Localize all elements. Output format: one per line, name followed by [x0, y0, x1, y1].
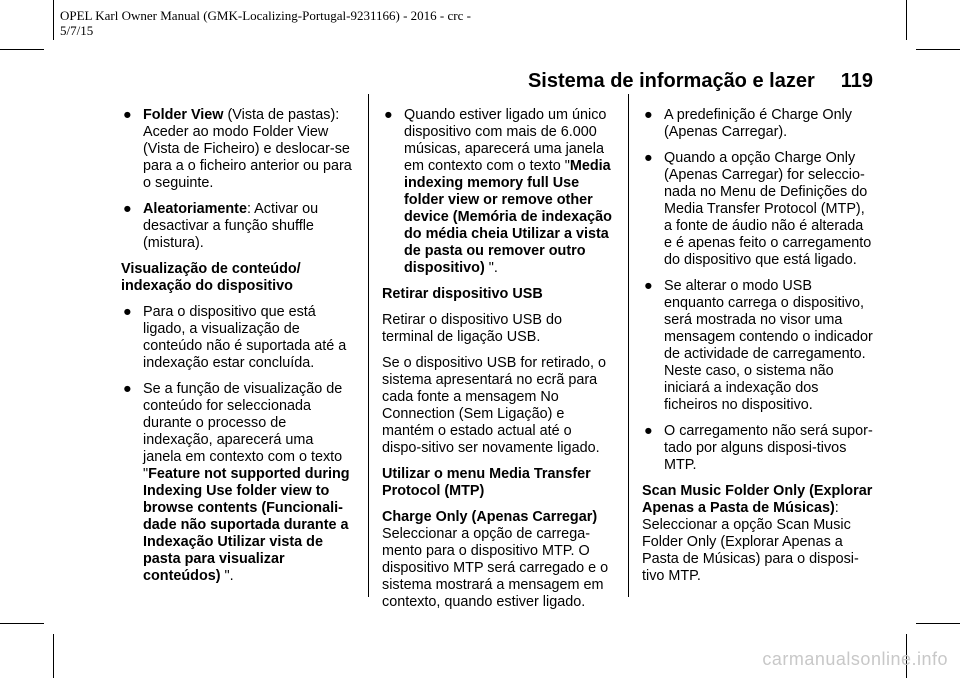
bullet-item	[121, 304, 353, 372]
description: : Activar ou desactivar a função shuffle (mistura).	[143, 201, 319, 251]
crop-mark	[53, 0, 54, 40]
term: Aleatoriamente	[143, 201, 247, 217]
subheading: Utilizar o menu Media Transfer Protocol (MTP)	[382, 466, 591, 499]
description: : Seleccionar a opção Scan Music Folder Only (Explorar Apenas a Pasta de Músicas) para o disposi-tivo MTP.	[642, 500, 859, 584]
crop-mark	[0, 623, 44, 624]
bullet-icon: ●	[644, 107, 653, 123]
meta-line-2: 5/7/15	[60, 23, 94, 38]
description: Se alterar o modo USB enquanto carrega o dispositivo, será mostrada no visor uma mensagem contendo o indicador de actividade de carregamento. Neste caso, o sistema não iniciará a indexação dos ficheiros no dispositivo.	[664, 278, 873, 413]
section-title: Sistema de informação e lazer	[527, 70, 815, 92]
paragraph: Se o dispositivo USB for retirado, o sistema apresentará no ecrã para cada fonte a mensagem No Connection (Sem Ligação) e mantém o estado actual até o dispo-sitivo ser novamente ligado.	[382, 355, 606, 456]
bullet-icon: ●	[123, 107, 132, 123]
bullet-icon: ●	[644, 150, 653, 166]
crop-mark	[916, 49, 960, 50]
bullet-icon: ●	[644, 278, 653, 294]
crop-mark	[916, 623, 960, 624]
description-end: ".	[484, 260, 498, 276]
bullet-icon: ●	[384, 107, 393, 123]
crop-mark	[53, 634, 54, 678]
description: Quando estiver ligado um único dispositivo com mais de 6.000 músicas, aparecerá uma janela em contexto com o texto "	[404, 107, 607, 174]
paragraph: Retirar o dispositivo USB do terminal de ligação USB.	[382, 312, 562, 345]
description: Para o dispositivo que está ligado, a visualização de conteúdo não é suportada até a indexação estar concluída.	[143, 304, 347, 371]
subheading: Charge Only (Apenas Carregar)	[382, 509, 598, 525]
bullet-icon: ●	[644, 423, 653, 439]
watermark: carmanualsonline.info	[762, 649, 948, 669]
bullet-item	[642, 423, 874, 474]
bullet-item	[121, 201, 353, 252]
meta-line-1: OPEL Karl Owner Manual (GMK-Localizing-Portugal-9231166) - 2016 - crc -	[60, 8, 471, 23]
subheading: Retirar dispositivo USB	[382, 286, 543, 302]
bullet-item	[642, 150, 874, 269]
page-number: 119	[840, 70, 873, 92]
description: (Vista de pastas): Aceder ao modo Folder View (Vista de Ficheiro) e deslocar-se para a o ficheiro anterior ou para o seguinte.	[143, 107, 352, 191]
bullet-icon: ●	[123, 304, 132, 320]
bullet-item	[642, 278, 874, 414]
paragraph	[642, 483, 874, 585]
bullet-item	[642, 107, 874, 141]
column-divider	[368, 94, 369, 597]
description: A predefinição é Charge Only (Apenas Carregar).	[664, 107, 852, 140]
term: Scan Music Folder Only (Explorar Apenas a Pasta de Músicas)	[642, 483, 873, 516]
message-text: Feature not supported during Indexing Use folder view to browse contents (Funcionali-dade não suportada durante a Indexação Utilizar vista de pasta para visualizar conteúdos)	[143, 466, 350, 584]
document-meta	[60, 8, 580, 38]
bullet-item	[121, 107, 353, 192]
message-text: Media indexing memory full Use folder view or remove other device (Memória de indexação do média cheia Utilizar a vista de pasta ou remover outro dispositivo)	[404, 158, 612, 276]
running-head	[528, 70, 873, 93]
column-3	[642, 107, 874, 594]
column-2	[382, 107, 614, 620]
subheading: Visualização de conteúdo/ indexação do dispositivo	[121, 261, 301, 294]
description: Quando a opção Charge Only (Apenas Carregar) for seleccio-nada no Menu de Definições do Media Transfer Protocol (MTP), a fonte de áudio não é alterada e é apenas feito o carregamento do dispositivo que está ligado.	[664, 150, 872, 268]
description-end: ".	[220, 568, 234, 584]
description: Se a função de visualização de conteúdo for seleccionada durante o processo de indexação, aparecerá uma janela em contexto com o texto "	[143, 381, 343, 482]
column-divider	[628, 94, 629, 597]
paragraph: Seleccionar a opção de carrega-mento para o dispositivo MTP. O dispositivo MTP será carregado e o sistema mostrará a mensagem em contexto, quando estiver ligado.	[382, 526, 609, 610]
crop-mark	[906, 0, 907, 40]
bullet-icon: ●	[123, 381, 132, 397]
crop-mark	[0, 49, 44, 50]
bullet-item	[121, 381, 353, 585]
bullet-item	[382, 107, 614, 277]
column-1	[121, 107, 353, 594]
description: O carregamento não será supor-tado por alguns disposi-tivos MTP.	[664, 423, 873, 473]
term: Folder View	[143, 107, 224, 123]
bullet-icon: ●	[123, 201, 132, 217]
